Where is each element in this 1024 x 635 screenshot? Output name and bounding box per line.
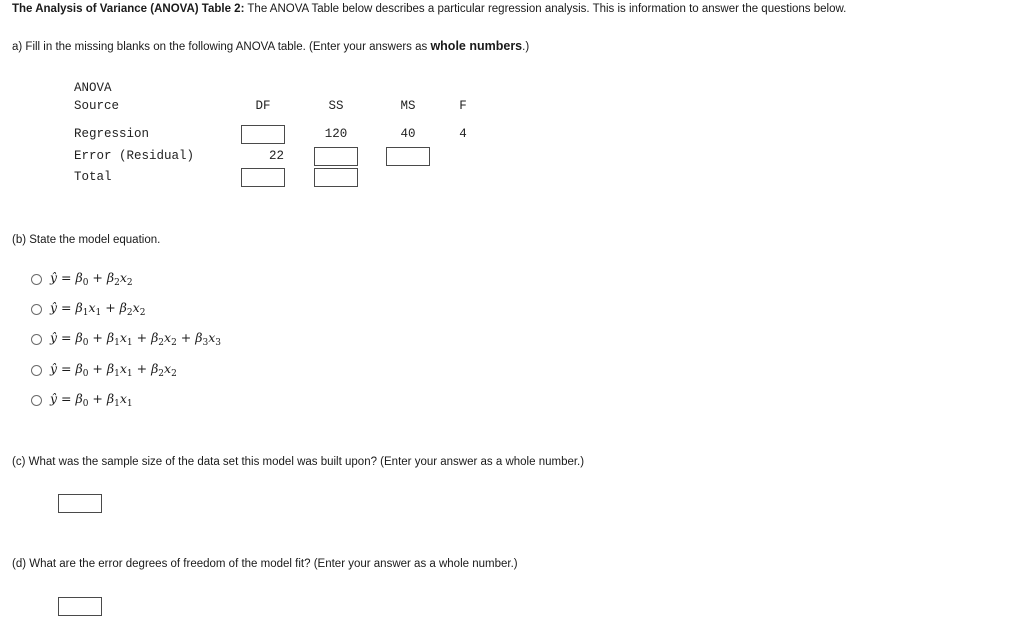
equation: ŷ = $\beta_0 + \beta_2x_2$ [50, 270, 133, 288]
header-description: The ANOVA Table below describes a particular regression analysis. This is information to answer the questions below. [244, 3, 847, 15]
anova-label: ANOVA [74, 81, 112, 95]
equation: ŷ = $\beta_0 + \beta_1x_1 + \beta_2x_2$ [50, 361, 177, 379]
total-df-input[interactable] [241, 168, 285, 187]
model-option-5[interactable] [31, 391, 133, 409]
part-a-text: a) Fill in the missing blanks on the following ANOVA table. (Enter your answers as [12, 41, 431, 53]
row-source-total: Total [74, 170, 112, 184]
question-header [12, 3, 846, 15]
error-ss-input[interactable] [314, 147, 358, 166]
error-df-value: 22 [268, 149, 284, 163]
regression-ms-value: 40 [400, 127, 416, 141]
radio-button[interactable] [31, 304, 42, 315]
equation: ŷ = $\beta_0 + \beta_1x_1$ [50, 391, 133, 409]
sample-size-input[interactable] [58, 494, 102, 513]
part-c-prompt: (c) What was the sample size of the data set this model was built upon? (Enter your answer as a whole number.) [12, 456, 585, 468]
model-option-4[interactable] [31, 361, 177, 379]
part-d-prompt: (d) What are the error degrees of freedom of the model fit? (Enter your answer as a whole number.) [12, 558, 518, 570]
equation: ŷ = $\beta_0 + \beta_1x_1 + \beta_2x_2 + \beta_3x_3$ [50, 330, 222, 348]
part-b-prompt: (b) State the model equation. [12, 234, 161, 246]
radio-button[interactable] [31, 395, 42, 406]
model-option-1[interactable] [31, 270, 133, 288]
part-a-emphasis: whole numbers [430, 39, 523, 53]
regression-f-value: 4 [459, 127, 467, 141]
total-ss-input[interactable] [314, 168, 358, 187]
regression-ss-value: 120 [324, 127, 348, 141]
column-header-f: F [459, 99, 467, 113]
header-title: The Analysis of Variance (ANOVA) Table 2: [12, 3, 245, 15]
equation: ŷ = $\beta_1x_1 + \beta_2x_2$ [50, 300, 146, 318]
row-source-regression: Regression [74, 127, 150, 141]
error-df-answer-input[interactable] [58, 597, 102, 616]
radio-button[interactable] [31, 365, 42, 376]
part-a-prompt [12, 39, 529, 53]
part-a-text-end: .) [522, 41, 530, 53]
model-option-3[interactable] [31, 330, 221, 348]
column-header-source: Source [74, 99, 120, 113]
radio-button[interactable] [31, 274, 42, 285]
regression-df-input[interactable] [241, 125, 285, 144]
radio-button[interactable] [31, 334, 42, 345]
model-option-2[interactable] [31, 300, 145, 318]
column-header-df: DF [255, 99, 271, 113]
column-header-ms: MS [400, 99, 416, 113]
column-header-ss: SS [328, 99, 344, 113]
row-source-error: Error (Residual) [74, 149, 195, 163]
error-ms-input[interactable] [386, 147, 430, 166]
